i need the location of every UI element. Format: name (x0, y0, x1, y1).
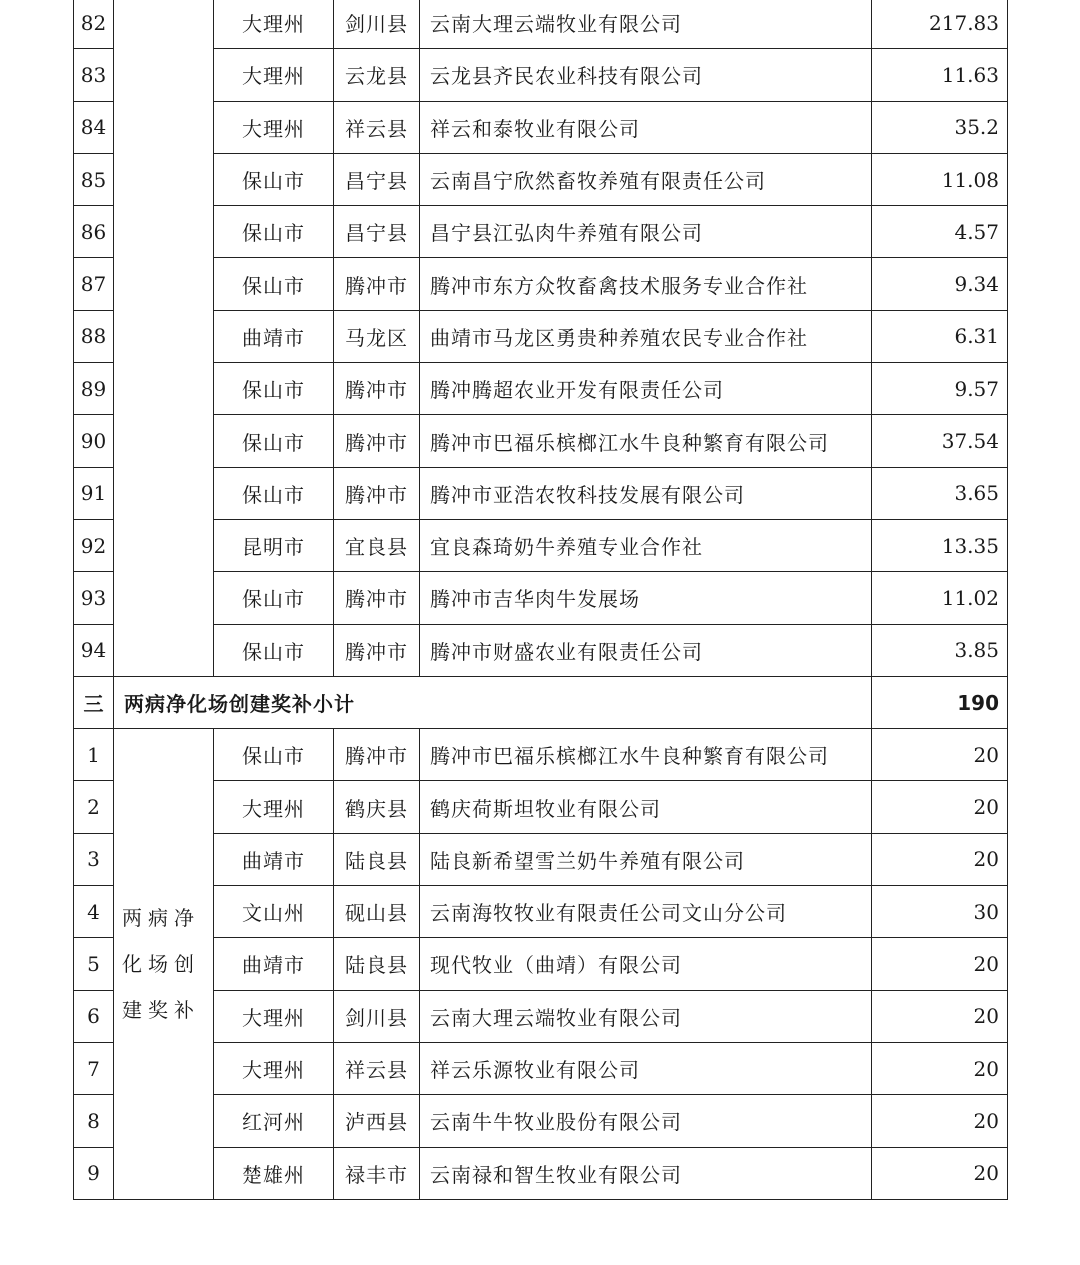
city-cell: 大理州 (214, 1042, 334, 1094)
subtotal-row (74, 676, 1008, 728)
company-name-cell: 鹤庆荷斯坦牧业有限公司 (420, 781, 872, 833)
county-cell: 泸西县 (334, 1095, 420, 1147)
company-name-cell: 腾冲市财盛农业有限责任公司 (420, 624, 872, 676)
row-number: 1 (74, 729, 114, 781)
company-name-cell: 陆良新希望雪兰奶牛养殖有限公司 (420, 833, 872, 885)
table-row (74, 1042, 1008, 1094)
county-cell: 砚山县 (334, 886, 420, 938)
amount-cell: 20 (872, 833, 1008, 885)
company-name-cell: 腾冲腾超农业开发有限责任公司 (420, 363, 872, 415)
county-cell: 腾冲市 (334, 467, 420, 519)
row-number: 93 (74, 572, 114, 624)
county-cell: 昌宁县 (334, 206, 420, 258)
row-number: 2 (74, 781, 114, 833)
table-row (74, 101, 1008, 153)
table-row (74, 519, 1008, 571)
row-number: 90 (74, 415, 114, 467)
table-row (74, 624, 1008, 676)
table-row (74, 49, 1008, 101)
county-cell: 陆良县 (334, 938, 420, 990)
county-cell: 鹤庆县 (334, 781, 420, 833)
amount-cell: 20 (872, 1042, 1008, 1094)
table-row (74, 886, 1008, 938)
county-cell: 祥云县 (334, 101, 420, 153)
county-cell: 云龙县 (334, 49, 420, 101)
city-cell: 曲靖市 (214, 938, 334, 990)
table-row (74, 310, 1008, 362)
company-name-cell: 祥云和泰牧业有限公司 (420, 101, 872, 153)
amount-cell: 11.63 (872, 49, 1008, 101)
table-row (74, 467, 1008, 519)
row-number: 6 (74, 990, 114, 1042)
amount-cell: 217.83 (872, 0, 1008, 49)
company-name-cell: 曲靖市马龙区勇贵种养殖农民专业合作社 (420, 310, 872, 362)
company-name-cell: 云龙县齐民农业科技有限公司 (420, 49, 872, 101)
table-row (74, 415, 1008, 467)
amount-cell: 20 (872, 990, 1008, 1042)
company-name-cell: 腾冲市亚浩农牧科技发展有限公司 (420, 467, 872, 519)
city-cell: 大理州 (214, 0, 334, 49)
city-cell: 昆明市 (214, 519, 334, 571)
company-name-cell: 云南牛牛牧业股份有限公司 (420, 1095, 872, 1147)
company-name-cell: 腾冲市巴福乐槟榔江水牛良种繁育有限公司 (420, 415, 872, 467)
table-row (74, 938, 1008, 990)
county-cell: 剑川县 (334, 0, 420, 49)
company-name-cell: 云南大理云端牧业有限公司 (420, 0, 872, 49)
county-cell: 昌宁县 (334, 153, 420, 205)
row-number: 8 (74, 1095, 114, 1147)
company-name-cell: 腾冲市吉华肉牛发展场 (420, 572, 872, 624)
amount-cell: 9.34 (872, 258, 1008, 310)
county-cell: 腾冲市 (334, 258, 420, 310)
city-cell: 大理州 (214, 101, 334, 153)
company-name-cell: 现代牧业（曲靖）有限公司 (420, 938, 872, 990)
company-name-cell: 腾冲市东方众牧畜禽技术服务专业合作社 (420, 258, 872, 310)
subtotal-label: 两病净化场创建奖补小计 (114, 676, 872, 728)
amount-cell: 20 (872, 938, 1008, 990)
company-name-cell: 宜良森琦奶牛养殖专业合作社 (420, 519, 872, 571)
row-number: 5 (74, 938, 114, 990)
amount-cell: 11.02 (872, 572, 1008, 624)
table-row (74, 363, 1008, 415)
city-cell: 大理州 (214, 781, 334, 833)
company-name-cell: 云南禄和智生牧业有限公司 (420, 1147, 872, 1199)
row-number: 84 (74, 101, 114, 153)
table-row (74, 1095, 1008, 1147)
county-cell: 腾冲市 (334, 572, 420, 624)
county-cell: 宜良县 (334, 519, 420, 571)
category-cell-continued (114, 0, 214, 676)
amount-cell: 3.65 (872, 467, 1008, 519)
city-cell: 曲靖市 (214, 310, 334, 362)
row-number: 85 (74, 153, 114, 205)
row-number: 83 (74, 49, 114, 101)
row-number: 94 (74, 624, 114, 676)
county-cell: 祥云县 (334, 1042, 420, 1094)
table-row (74, 206, 1008, 258)
county-cell: 马龙区 (334, 310, 420, 362)
county-cell: 腾冲市 (334, 363, 420, 415)
company-name-cell: 云南大理云端牧业有限公司 (420, 990, 872, 1042)
city-cell: 曲靖市 (214, 833, 334, 885)
city-cell: 保山市 (214, 153, 334, 205)
county-cell: 腾冲市 (334, 415, 420, 467)
category-cell: 两病净化场创建奖补 (114, 729, 214, 1200)
row-number: 3 (74, 833, 114, 885)
amount-cell: 6.31 (872, 310, 1008, 362)
table-row (74, 990, 1008, 1042)
amount-cell: 35.2 (872, 101, 1008, 153)
row-number: 82 (74, 0, 114, 49)
amount-cell: 30 (872, 886, 1008, 938)
table-row (74, 572, 1008, 624)
subtotal-number: 三 (74, 676, 114, 728)
company-name-cell: 云南昌宁欣然畜牧养殖有限责任公司 (420, 153, 872, 205)
city-cell: 大理州 (214, 49, 334, 101)
city-cell: 保山市 (214, 729, 334, 781)
row-number: 86 (74, 206, 114, 258)
county-cell: 腾冲市 (334, 729, 420, 781)
row-number: 87 (74, 258, 114, 310)
company-name-cell: 云南海牧牧业有限责任公司文山分公司 (420, 886, 872, 938)
subsidy-table (73, 0, 1008, 1200)
company-name-cell: 祥云乐源牧业有限公司 (420, 1042, 872, 1094)
city-cell: 保山市 (214, 467, 334, 519)
city-cell: 保山市 (214, 258, 334, 310)
row-number: 89 (74, 363, 114, 415)
county-cell: 剑川县 (334, 990, 420, 1042)
amount-cell: 11.08 (872, 153, 1008, 205)
city-cell: 红河州 (214, 1095, 334, 1147)
company-name-cell: 昌宁县江弘肉牛养殖有限公司 (420, 206, 872, 258)
amount-cell: 20 (872, 781, 1008, 833)
amount-cell: 37.54 (872, 415, 1008, 467)
row-number: 7 (74, 1042, 114, 1094)
table-row (74, 0, 1008, 49)
table-row (74, 153, 1008, 205)
amount-cell: 3.85 (872, 624, 1008, 676)
amount-cell: 20 (872, 1095, 1008, 1147)
amount-cell: 20 (872, 729, 1008, 781)
city-cell: 文山州 (214, 886, 334, 938)
table-row (74, 833, 1008, 885)
table-row (74, 1147, 1008, 1199)
table-row (74, 258, 1008, 310)
subsidy-table-body (74, 0, 1008, 1199)
amount-cell: 20 (872, 1147, 1008, 1199)
city-cell: 保山市 (214, 572, 334, 624)
county-cell: 腾冲市 (334, 624, 420, 676)
city-cell: 保山市 (214, 624, 334, 676)
city-cell: 楚雄州 (214, 1147, 334, 1199)
company-name-cell: 腾冲市巴福乐槟榔江水牛良种繁育有限公司 (420, 729, 872, 781)
county-cell: 禄丰市 (334, 1147, 420, 1199)
amount-cell: 4.57 (872, 206, 1008, 258)
row-number: 91 (74, 467, 114, 519)
table-row (74, 781, 1008, 833)
row-number: 4 (74, 886, 114, 938)
table-row (74, 729, 1008, 781)
city-cell: 保山市 (214, 206, 334, 258)
row-number: 92 (74, 519, 114, 571)
amount-cell: 13.35 (872, 519, 1008, 571)
city-cell: 大理州 (214, 990, 334, 1042)
county-cell: 陆良县 (334, 833, 420, 885)
row-number: 88 (74, 310, 114, 362)
amount-cell: 9.57 (872, 363, 1008, 415)
row-number: 9 (74, 1147, 114, 1199)
city-cell: 保山市 (214, 415, 334, 467)
subtotal-amount: 190 (872, 676, 1008, 728)
city-cell: 保山市 (214, 363, 334, 415)
